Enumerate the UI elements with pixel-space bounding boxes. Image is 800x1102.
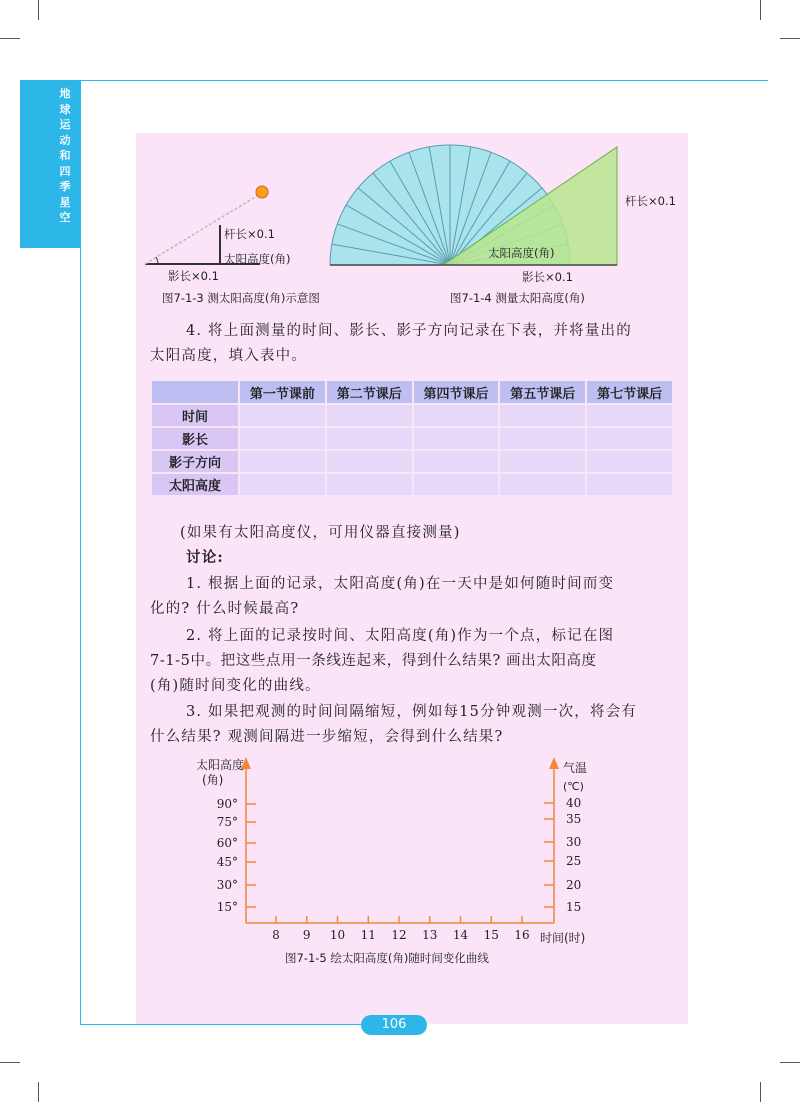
table-column-header: 第一节课前	[240, 381, 325, 403]
left-tick-label: 60°	[216, 836, 238, 850]
table-column-header: 第四节课后	[414, 381, 499, 403]
top-rule	[80, 80, 768, 81]
right-tick-label: 30	[566, 835, 582, 849]
x-tick-label: 9	[302, 928, 311, 942]
left-tick-label: 90°	[216, 797, 238, 811]
left-tick-label: 45°	[216, 855, 238, 869]
left-tick-label: 30°	[216, 878, 238, 892]
table-header-row	[152, 381, 672, 403]
left-tick-label: 15°	[216, 900, 238, 914]
x-tick-label: 8	[272, 928, 280, 942]
table-corner-cell	[152, 381, 238, 403]
fig2-caption: 图7-1-4 测量太阳高度(角)	[450, 291, 585, 305]
chapter-title-char: 球	[59, 102, 71, 116]
left-axis-unit: (角)	[202, 773, 224, 787]
table-cell[interactable]	[240, 428, 325, 449]
right-tick-label: 35	[566, 812, 582, 826]
table-cell[interactable]	[240, 405, 325, 426]
sun-icon	[256, 186, 268, 198]
right-axis-label: 气温	[563, 761, 588, 775]
chapter-title-char: 空	[59, 211, 71, 224]
table-column-header: 第二节课后	[327, 381, 412, 403]
question-3-line: 什么结果? 观测间隔进一步缩短，会得到什么结果?	[150, 729, 504, 745]
table-column-header: 第五节课后	[500, 381, 585, 403]
table-cell[interactable]	[240, 451, 325, 472]
chapter-title-char: 运	[59, 118, 71, 131]
table-cell[interactable]	[414, 428, 499, 449]
table-row-header: 影子方向	[152, 451, 238, 472]
discussion-heading: 讨论:	[186, 549, 224, 566]
x-axis-label: 时间(时)	[540, 931, 586, 945]
table-column-header: 第七节课后	[587, 381, 672, 403]
sun-angle-chart	[180, 755, 630, 950]
table-cell[interactable]	[240, 474, 325, 495]
table-cell[interactable]	[327, 405, 412, 426]
table-cell[interactable]	[327, 451, 412, 472]
table-cell[interactable]	[500, 405, 585, 426]
table-cell[interactable]	[500, 451, 585, 472]
left-tick-label: 75°	[216, 815, 238, 829]
crop-mark	[760, 1082, 761, 1102]
right-tick-label: 25	[566, 854, 582, 868]
right-tick-label: 40	[566, 796, 582, 810]
table-cell[interactable]	[587, 405, 672, 426]
question-2-line: 7-1-5中。把这些点用一条线连起来，得到什么结果? 画出太阳高度	[150, 653, 597, 669]
table-row	[152, 428, 672, 449]
table-row-header: 时间	[152, 405, 238, 426]
crop-mark	[0, 1062, 20, 1063]
left-axis-label: 太阳高度	[196, 758, 245, 772]
page-number: 106	[381, 1017, 407, 1032]
record-table	[150, 379, 674, 497]
fig1-angle-label: 太阳高度(角)	[224, 252, 291, 266]
x-tick-label: 16	[514, 928, 530, 942]
instruction-line: 4. 将上面测量的时间、影长、影子方向记录在下表，并将量出的	[186, 323, 632, 339]
fig2-shadow-label: 影长×0.1	[522, 270, 573, 284]
question-2-line: (角)随时间变化的曲线。	[150, 678, 321, 694]
x-tick-label: 13	[422, 928, 438, 942]
x-tick-label: 10	[329, 928, 346, 942]
fig2-pole-label: 杆长×0.1	[625, 194, 676, 208]
right-tick-label: 20	[566, 878, 582, 892]
table-row	[152, 474, 672, 495]
question-3-line: 3. 如果把观测的时间间隔缩短，例如每15分钟观测一次，将会有	[186, 704, 638, 720]
fig1-pole-label: 杆长×0.1	[224, 227, 275, 241]
table-row	[152, 405, 672, 426]
table-cell[interactable]	[414, 451, 499, 472]
fig1-shadow-label: 影长×0.1	[168, 269, 219, 283]
left-rule	[80, 80, 81, 1025]
chapter-title-char: 季	[59, 180, 71, 193]
fig2-angle-label: 太阳高度(角)	[488, 246, 555, 260]
chapter-title-char: 动	[59, 133, 71, 147]
chart-caption: 图7-1-5 绘太阳高度(角)随时间变化曲线	[285, 951, 489, 965]
fig1-caption: 图7-1-3 测太阳高度(角)示意图	[162, 291, 320, 305]
crop-mark	[780, 1062, 800, 1063]
right-tick-label: 15	[566, 900, 582, 914]
crop-mark	[760, 0, 761, 20]
crop-mark	[0, 38, 20, 39]
table-cell[interactable]	[327, 474, 412, 495]
question-1-line: 1. 根据上面的记录，太阳高度(角)在一天中是如何随时间而变	[186, 576, 615, 592]
chapter-title-char: 地	[59, 87, 71, 100]
table-cell[interactable]	[414, 405, 499, 426]
right-axis-unit: (℃)	[563, 780, 584, 793]
table-row-header: 太阳高度	[152, 474, 238, 495]
table-cell[interactable]	[587, 451, 672, 472]
x-tick-label: 12	[391, 928, 407, 942]
instruction-line: 太阳高度，填入表中。	[150, 348, 307, 364]
chapter-title	[55, 86, 75, 226]
crop-mark	[780, 38, 800, 39]
question-2-line: 2. 将上面的记录按时间、太阳高度(角)作为一个点，标记在图	[186, 628, 615, 644]
x-tick-label: 15	[483, 928, 499, 942]
table-row	[152, 451, 672, 472]
table-row-header: 影长	[152, 428, 238, 449]
table-cell[interactable]	[500, 428, 585, 449]
figure-protractor	[325, 135, 625, 270]
table-cell[interactable]	[587, 474, 672, 495]
right-axis-arrow	[549, 757, 559, 769]
x-tick-label: 14	[452, 928, 469, 942]
question-1-line: 化的? 什么时候最高?	[150, 601, 300, 617]
table-cell[interactable]	[327, 428, 412, 449]
chapter-title-char: 四	[59, 164, 71, 178]
table-cell[interactable]	[414, 474, 499, 495]
table-cell[interactable]	[587, 428, 672, 449]
note-text: (如果有太阳高度仪，可用仪器直接测量)	[180, 525, 461, 541]
bottom-rule	[80, 1024, 370, 1025]
chapter-title-char: 星	[59, 195, 71, 209]
chapter-title-char: 和	[59, 149, 71, 162]
crop-mark	[38, 0, 39, 20]
crop-mark	[38, 1082, 39, 1102]
table-cell[interactable]	[500, 474, 585, 495]
x-tick-label: 11	[360, 928, 376, 942]
